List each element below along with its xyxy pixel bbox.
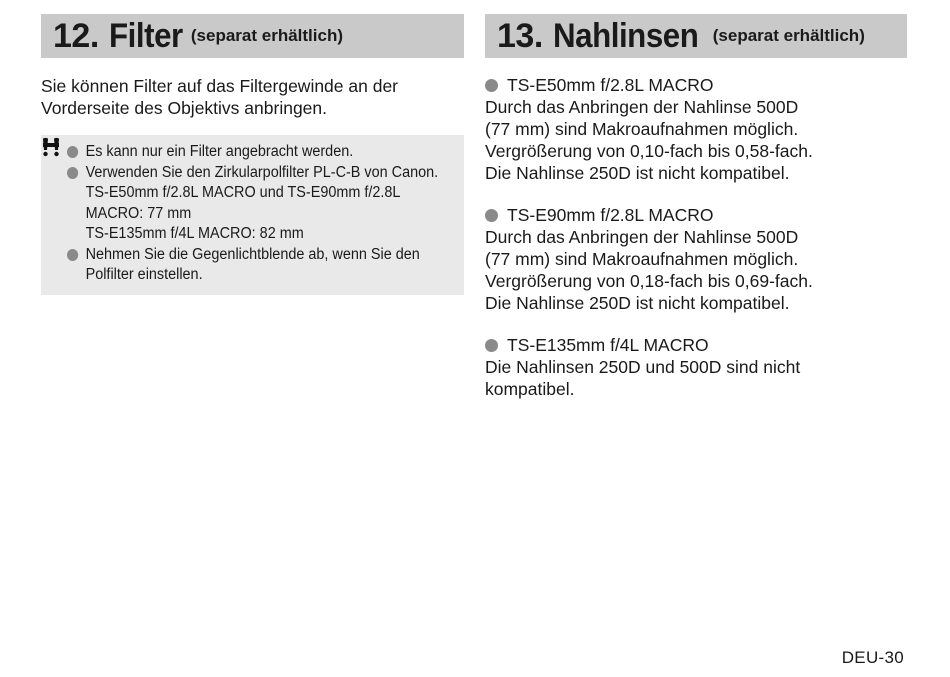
section-number: 12. (53, 16, 99, 55)
lens-line: Vergrößerung von 0,18-fach bis 0,69-fach. (485, 271, 813, 291)
bullet-dot-icon (67, 249, 78, 261)
section-filter (41, 14, 464, 295)
lens-line: Durch das Anbringen der Nahlinse 500D (485, 97, 799, 117)
note-line: MACRO: 77 mm (85, 204, 192, 222)
section-subtitle: (separat erhältlich) (712, 26, 865, 45)
lens-name-text: TS-E50mm f/2.8L MACRO (507, 75, 714, 95)
section-title: Nahlinsen (552, 16, 699, 55)
section-close-up-lenses (485, 14, 907, 400)
note-item (67, 245, 475, 286)
lens-line: Die Nahlinse 250D ist nicht kompatibel. (485, 293, 790, 313)
note-item (67, 163, 475, 245)
caution-note-box (41, 135, 464, 295)
lens-list (485, 74, 907, 400)
section-subtitle: (separat erhältlich) (190, 26, 343, 45)
lens-line: Durch das Anbringen der Nahlinse 500D (485, 227, 799, 247)
note-line: Nehmen Sie die Gegenlichtblende ab, wenn Sie den (85, 245, 420, 263)
lens-line: (77 mm) sind Makroaufnahmen möglich. (485, 249, 799, 269)
lens-name-text: TS-E90mm f/2.8L MACRO (507, 205, 714, 225)
lens-line: Die Nahlinsen 250D und 500D sind nicht (485, 357, 801, 377)
bullet-dot-icon (485, 339, 498, 352)
lens-line: (77 mm) sind Makroaufnahmen möglich. (485, 119, 799, 139)
section-title: Filter (108, 16, 183, 55)
lens-name (485, 204, 907, 226)
lens-line: Vergrößerung von 0,10-fach bis 0,58-fach. (485, 141, 813, 161)
bullet-dot-icon (67, 146, 78, 158)
intro-line: Vorderseite des Objektivs anbringen. (41, 98, 327, 118)
lens-entry (485, 74, 907, 184)
intro-line: Sie können Filter auf das Filtergewinde an der (41, 76, 399, 96)
lens-entry (485, 334, 907, 400)
page-number: DEU-30 (841, 648, 904, 667)
note-line: Es kann nur ein Filter angebracht werden. (85, 143, 354, 160)
section-heading-filter (41, 14, 464, 58)
lens-line: Die Nahlinse 250D ist nicht kompatibel. (485, 163, 790, 183)
lens-entry (485, 204, 907, 314)
section-heading-nahlinsen (485, 14, 907, 58)
filter-intro (41, 75, 464, 119)
note-line: TS-E50mm f/2.8L MACRO und TS-E90mm f/2.8L (85, 184, 401, 201)
bullet-dot-icon (485, 79, 498, 92)
bullet-dot-icon (485, 209, 498, 222)
section-number: 13. (497, 16, 543, 55)
lens-name-text: TS-E135mm f/4L MACRO (507, 335, 709, 355)
note-item (67, 142, 475, 163)
lens-name (485, 334, 907, 356)
note-line: Verwenden Sie den Zirkularpolfilter PL-C-B von Canon. (85, 163, 439, 181)
note-line: TS-E135mm f/4L MACRO: 82 mm (85, 225, 304, 242)
note-line: Polfilter einstellen. (85, 266, 203, 283)
lens-name (485, 74, 907, 96)
bullet-dot-icon (67, 167, 78, 179)
caution-icon (40, 137, 62, 159)
lens-line: kompatibel. (485, 379, 575, 399)
